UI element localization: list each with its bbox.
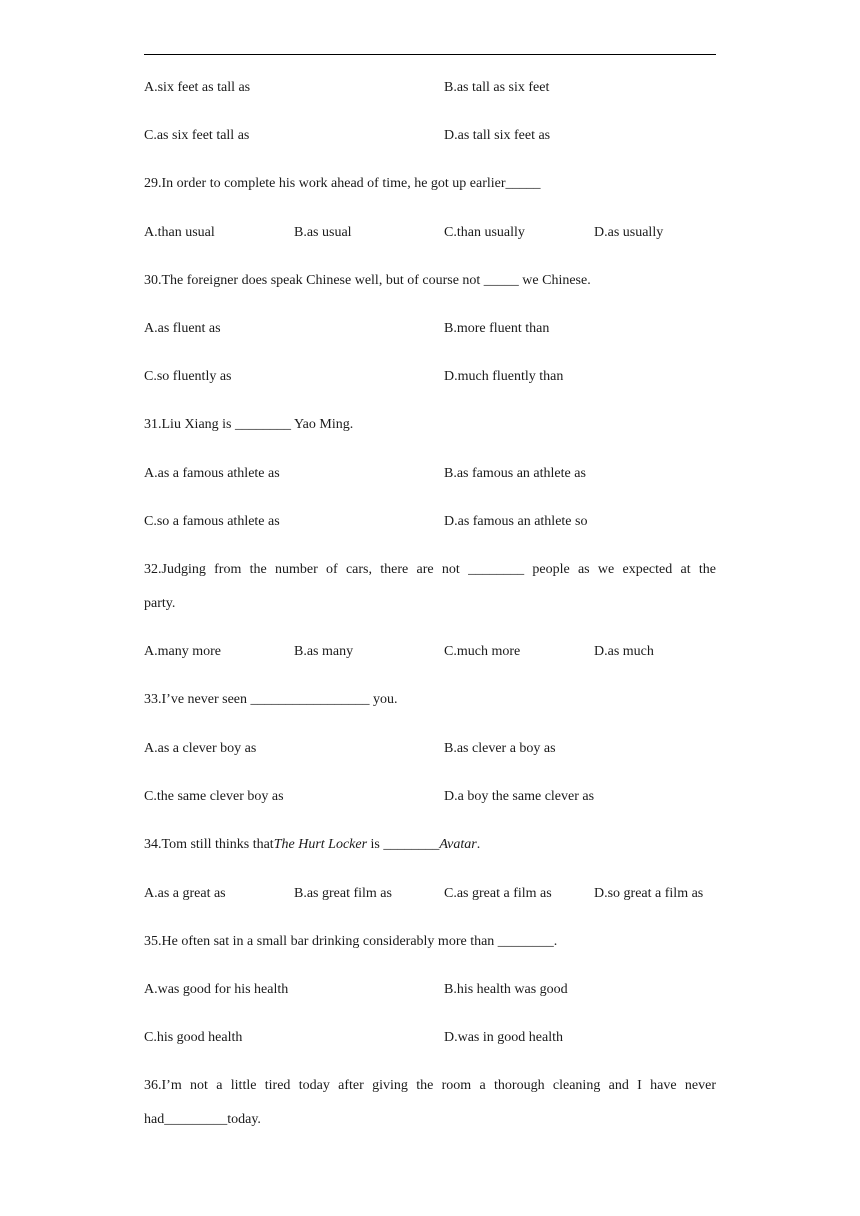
q29-option-c: C.than usually bbox=[444, 225, 525, 240]
q36-stem-line2: had_________today. bbox=[144, 1112, 261, 1127]
q33-option-d: D.a boy the same clever as bbox=[444, 789, 595, 804]
q31-option-d: D.as famous an athlete so bbox=[444, 514, 588, 529]
q33-stem: 33.I’ve never seen _________________ you. bbox=[144, 692, 398, 707]
q32-stem-line1: 32.Judging from the number of cars, there are not ________ people as we expected at the bbox=[144, 562, 716, 577]
q34-option-a: A.as a great as bbox=[144, 886, 226, 901]
q28-option-c: C.as six feet tall as bbox=[144, 128, 250, 143]
q35-option-c: C.his good health bbox=[144, 1030, 243, 1045]
q30-option-d: D.much fluently than bbox=[444, 369, 564, 384]
q33-option-c: C.the same clever boy as bbox=[144, 789, 284, 804]
q28-option-d: D.as tall six feet as bbox=[444, 128, 551, 143]
q30-option-a: A.as fluent as bbox=[144, 321, 221, 336]
q33-option-b: B.as clever a boy as bbox=[444, 741, 556, 756]
q28-option-a: A.six feet as tall as bbox=[144, 80, 251, 95]
q34-option-d: D.so great a film as bbox=[594, 886, 704, 901]
q36-stem-line1: 36.I’m not a little tired today after giving the room a thorough cleaning and I have never bbox=[144, 1078, 716, 1093]
q31-option-a: A.as a famous athlete as bbox=[144, 466, 280, 481]
q32-stem-line2: party. bbox=[144, 596, 176, 611]
q31-option-c: C.so a famous athlete as bbox=[144, 514, 280, 529]
q28-option-b: B.as tall as six feet bbox=[444, 80, 550, 95]
q30-option-b: B.more fluent than bbox=[444, 321, 550, 336]
q29-option-b: B.as usual bbox=[294, 225, 352, 240]
q34-stem-end: . bbox=[476, 837, 481, 852]
header-rule bbox=[144, 54, 716, 55]
q35-stem: 35.He often sat in a small bar drinking considerably more than ________. bbox=[144, 934, 558, 949]
q32-option-c: C.much more bbox=[444, 644, 521, 659]
q30-stem: 30.The foreigner does speak Chinese well, but of course not _____ we Chinese. bbox=[144, 273, 591, 288]
q33-option-a: A.as a clever boy as bbox=[144, 741, 257, 756]
q34-option-c: C.as great a film as bbox=[444, 886, 552, 901]
q34-film-title-2: Avatar bbox=[439, 837, 477, 852]
q31-stem: 31.Liu Xiang is ________ Yao Ming. bbox=[144, 417, 354, 432]
q34-stem-mid: is ________ bbox=[367, 837, 440, 852]
q32-option-d: D.as much bbox=[594, 644, 654, 659]
q29-option-d: D.as usually bbox=[594, 225, 664, 240]
q35-option-b: B.his health was good bbox=[444, 982, 568, 997]
q34-film-title-1: The Hurt Locker bbox=[273, 837, 368, 852]
q32-option-a: A.many more bbox=[144, 644, 221, 659]
q29-option-a: A.than usual bbox=[144, 225, 215, 240]
q35-option-a: A.was good for his health bbox=[144, 982, 289, 997]
q35-option-d: D.was in good health bbox=[444, 1030, 563, 1045]
q32-option-b: B.as many bbox=[294, 644, 354, 659]
q34-option-b: B.as great film as bbox=[294, 886, 392, 901]
q31-option-b: B.as famous an athlete as bbox=[444, 466, 586, 481]
q34-stem-prefix: 34.Tom still thinks that bbox=[144, 837, 274, 852]
q29-stem: 29.In order to complete his work ahead of time, he got up earlier_____ bbox=[144, 176, 541, 191]
q34-stem bbox=[144, 835, 716, 855]
q30-option-c: C.so fluently as bbox=[144, 369, 232, 384]
